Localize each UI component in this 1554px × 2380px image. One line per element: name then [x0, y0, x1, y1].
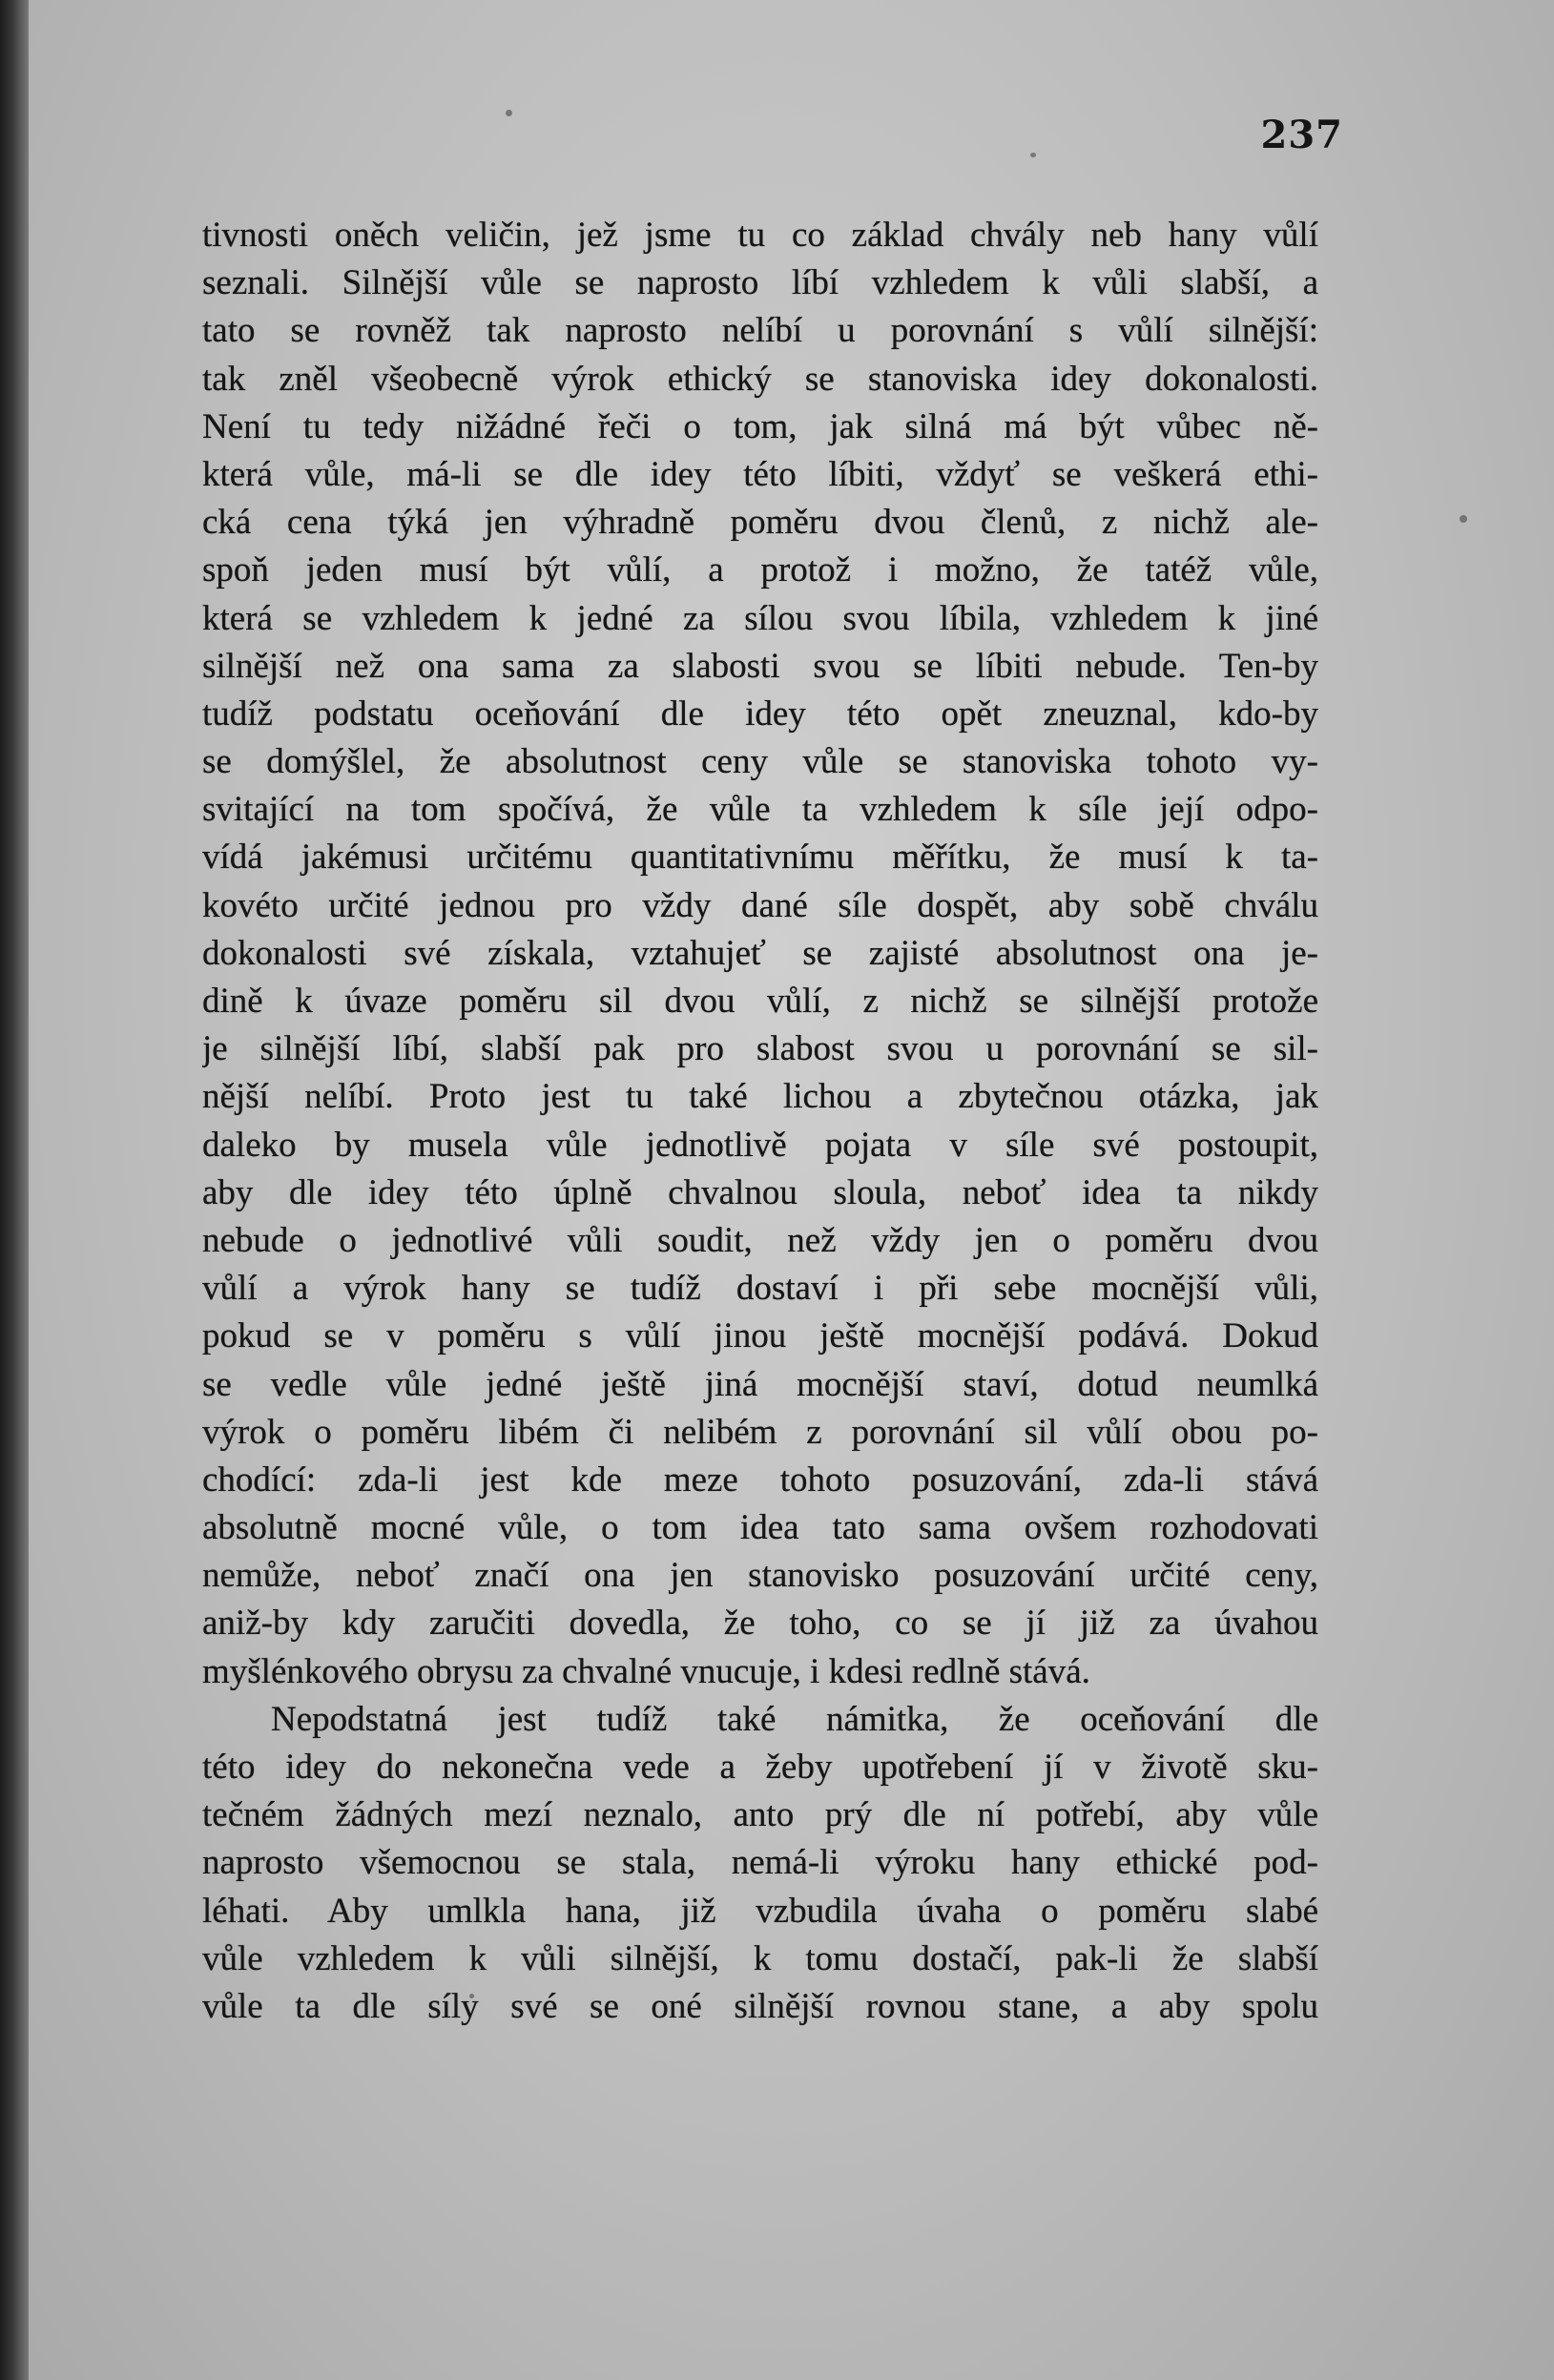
paragraph-start-line: Nepodstatná jest tudíž také námitka, že oceňování dle	[271, 1699, 1318, 1739]
text-line: pokud se v poměru s vůlí jinou ještě mocnější podává. Dokud	[202, 1316, 1318, 1356]
text-line: dokonalosti své získala, vztahujeť se zajisté absolutnost ona je-	[202, 933, 1318, 973]
text-line: nebude o jednotlivé vůli soudit, než vždy jen o poměru dvou	[202, 1220, 1318, 1260]
text-line: tečném žádných mezí neznalo, anto prý dle ní potřebí, aby vůle	[202, 1795, 1318, 1835]
text-line: je silnější líbí, slabší pak pro slabost svou u porovnání se sil-	[202, 1029, 1318, 1069]
text-line: spoň jeden musí být vůlí, a protož i možno, že tatéž vůle,	[202, 550, 1318, 590]
text-line: Není tu tedy nižádné řeči o tom, jak silná má být vůbec ně-	[202, 406, 1318, 446]
text-line: výrok o poměru libém či nelibém z porovnání sil vůlí obou po-	[202, 1412, 1318, 1452]
text-line: léhati. Aby umlkla hana, již vzbudila úvaha o poměru slabé	[202, 1891, 1318, 1931]
ink-speck	[1030, 153, 1036, 157]
text-line: kovéto určité jednou pro vždy dané síle dospět, aby sobě chválu	[202, 885, 1318, 925]
text-line: se vedle vůle jedné ještě jiná mocnější staví, dotud neumlká	[202, 1364, 1318, 1404]
text-line: dině k úvaze poměru sil dvou vůlí, z nichž se silnější protože	[202, 982, 1318, 1021]
text-line: této idey do nekonečna vede a žeby upotřebení jí v životě sku-	[202, 1748, 1318, 1787]
text-line: chodící: zda-li jest kde meze tohoto posuzování, zda-li stává	[202, 1459, 1318, 1500]
text-line: tak zněl všeobecně výrok ethický se stanoviska idey dokonalosti.	[202, 359, 1318, 399]
text-line: silnější než ona sama za slabosti svou se líbiti nebude. Ten-by	[202, 646, 1318, 686]
text-line: vůle ta dle síly své se oné silnější rovnou stane, a aby spolu	[202, 1986, 1318, 2026]
text-line: nější nelíbí. Proto jest tu také lichou a zbytečnou otázka, jak	[202, 1077, 1318, 1117]
text-line: aby dle idey této úplně chvalnou sloula, neboť idea ta nikdy	[202, 1172, 1318, 1212]
body-text	[202, 212, 1318, 2031]
ink-speck	[506, 110, 512, 116]
text-line: tivnosti oněch veličin, jež jsme tu co základ chvály neb hany vůlí	[202, 216, 1318, 255]
text-line: myšlénkového obrysu za chvalné vnucuje, i kdesi redlně stává.	[202, 1651, 1090, 1691]
text-line: tudíž podstatu oceňování dle idey této opět zneuznal, kdo-by	[202, 693, 1318, 734]
page-number: 237	[1260, 113, 1343, 157]
text-line: naprosto všemocnou se stala, nemá-li výroku hany ethické pod-	[202, 1843, 1318, 1883]
text-line: aniž-by kdy zaručiti dovedla, že toho, co se jí již za úvahou	[202, 1604, 1318, 1644]
text-line: daleko by musela vůle jednotlivě pojata v síle své postoupit,	[202, 1125, 1318, 1165]
text-line: vůle vzhledem k vůli silnější, k tomu dostačí, pak-li že slabší	[202, 1938, 1318, 1978]
text-line: vůlí a výrok hany se tudíž dostaví i při sebe mocnější vůli,	[202, 1269, 1318, 1309]
ink-speck	[1460, 515, 1467, 523]
text-line: se domýšlel, že absolutnost ceny vůle se stanoviska tohoto vy-	[202, 742, 1318, 782]
text-line: seznali. Silnější vůle se naprosto líbí vzhledem k vůli slabší, a	[202, 263, 1318, 303]
book-spine-shadow	[0, 0, 29, 2380]
text-line: která se vzhledem k jedné za sílou svou líbila, vzhledem k jiné	[202, 598, 1318, 638]
text-line: cká cena týká jen výhradně poměru dvou členů, z nichž ale-	[202, 503, 1318, 543]
text-line: nemůže, neboť značí ona jen stanovisko posuzování určité ceny,	[202, 1556, 1318, 1596]
text-line: která vůle, má-li se dle idey této líbiti, vždyť se veškerá ethi-	[202, 454, 1318, 494]
text-line: absolutně mocné vůle, o tom idea tato sama ovšem rozhodovati	[202, 1508, 1318, 1548]
text-line: svitající na tom spočívá, že vůle ta vzhledem k síle její odpo-	[202, 790, 1318, 830]
text-line: vídá jakémusi určitému quantitativnímu měřítku, že musí k ta-	[202, 838, 1318, 878]
text-line: tato se rovněž tak naprosto nelíbí u porovnání s vůlí silnější:	[202, 311, 1318, 351]
